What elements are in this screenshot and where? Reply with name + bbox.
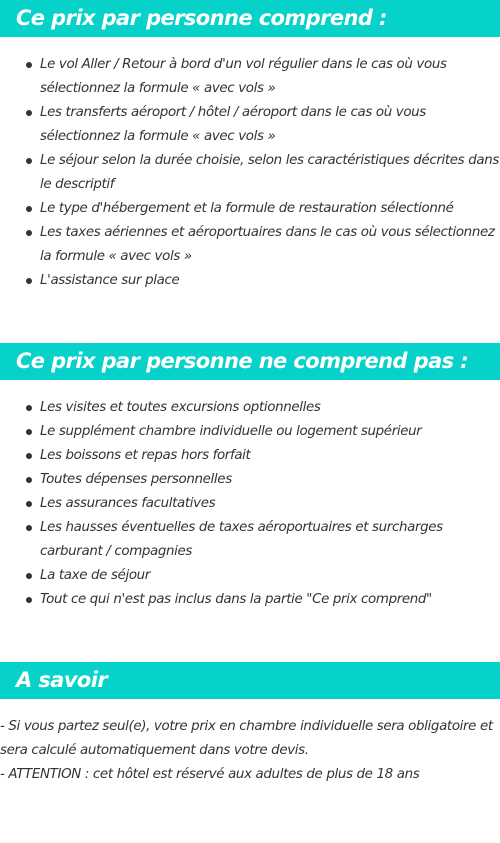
section-title-not-included: Ce prix par personne ne comprend pas : <box>0 343 500 380</box>
list-item: Le supplément chambre individuelle ou logement supérieur <box>40 420 500 444</box>
note-adults-only: - ATTENTION : cet hôtel est réservé aux adultes de plus de 18 ans <box>0 767 420 782</box>
list-item: Les assurances facultatives <box>40 492 500 516</box>
list-item: Les visites et toutes excursions optionnelles <box>40 396 500 420</box>
list-item: Le type d'hébergement et la formule de restauration sélectionné <box>40 197 500 221</box>
list-item: Les boissons et repas hors forfait <box>40 444 500 468</box>
list-item: Les hausses éventuelles de taxes aéroportuaires et surcharges carburant / compagnies <box>40 516 500 564</box>
section-title-included: Ce prix par personne comprend : <box>0 0 500 37</box>
list-item: La taxe de séjour <box>40 564 500 588</box>
list-item: Les taxes aériennes et aéroportuaires dans le cas où vous sélectionnez la formule « avec vols » <box>40 221 500 269</box>
note-solo-traveler: - Si vous partez seul(e), votre prix en chambre individuelle sera obligatoire et sera calculé automatiquement dans votre devis. <box>0 719 493 758</box>
list-item: Les transferts aéroport / hôtel / aéroport dans le cas où vous sélectionnez la formule « avec vols » <box>40 101 500 149</box>
section-title-a-savoir: A savoir <box>0 662 500 699</box>
list-item: Le vol Aller / Retour à bord d'un vol régulier dans le cas où vous sélectionnez la formule « avec vols » <box>40 53 500 101</box>
included-list <box>0 53 500 293</box>
list-item: Tout ce qui n'est pas inclus dans la partie "Ce prix comprend" <box>40 588 500 612</box>
a-savoir-notes <box>0 715 500 787</box>
list-item: L'assistance sur place <box>40 269 500 293</box>
list-item: Le séjour selon la durée choisie, selon les caractéristiques décrites dans le descriptif <box>40 149 500 197</box>
not-included-list <box>0 396 500 612</box>
list-item: Toutes dépenses personnelles <box>40 468 500 492</box>
